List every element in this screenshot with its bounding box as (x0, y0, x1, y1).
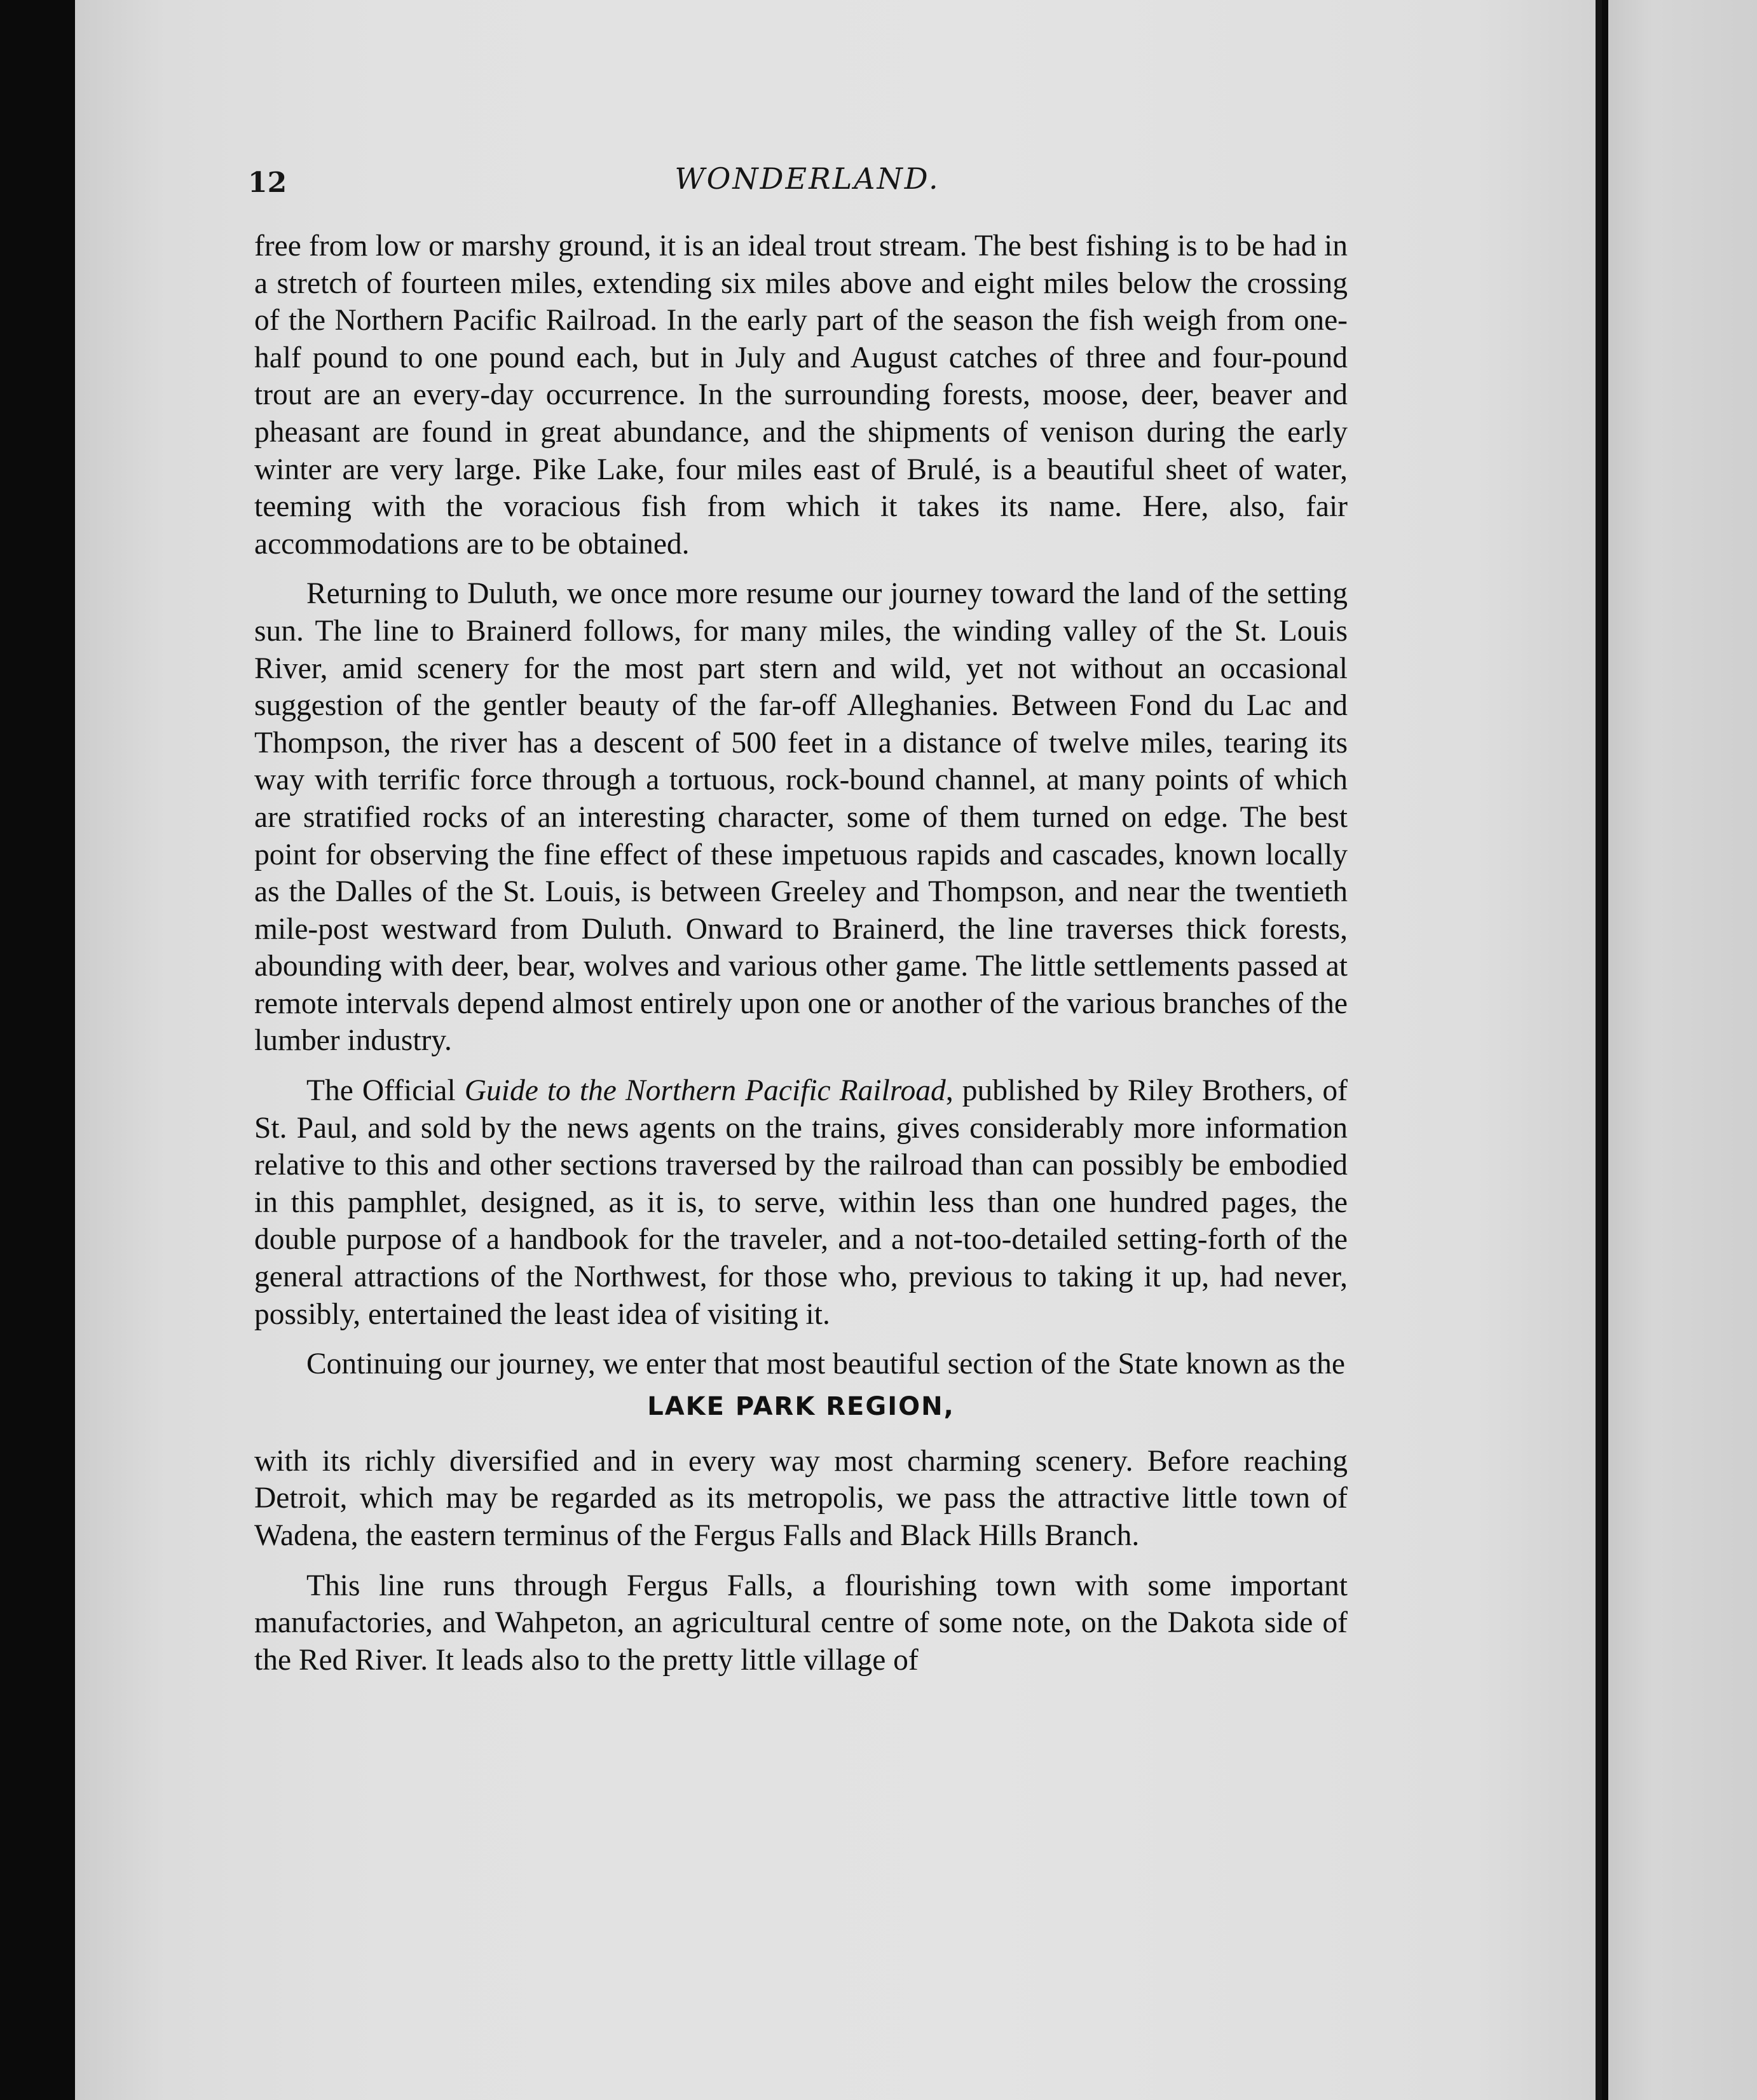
paragraph-fergus-falls-line: This line runs through Fergus Falls, a flourishing town with some important manufactories, and Wahpeton, an agricultural centre of some note, on the Dakota side of the Red River. It leads also to the pretty little village of (254, 1569, 1348, 1677)
adjacent-page-edge (1608, 0, 1757, 2100)
section-heading-lake-park-region: LAKE PARK REGION, (647, 1391, 955, 1421)
page-body (254, 228, 1348, 1691)
page-number: 12 (248, 167, 287, 199)
page-gutter (1596, 0, 1602, 2100)
guide-book-title: Guide to the Northern Pacific Railroad (464, 1074, 946, 1108)
official-guide-rest: , published by Riley Brothers, of St. Paul, and sold by the news agents on the trains, gives considerably more information relative to this and other sections traversed by the railroad than can possibly be embodied in this pamphlet, designed, as it is, to serve, within less than one hundred pages, the double purpose of a handbook for the traveler, and a not-too-detailed setting-forth of the general attractions of the Northwest, for those who, previous to taking it up, had never, possibly, entertained the least idea of visiting it. (254, 1074, 1348, 1331)
paragraph-trout-stream: free from low or marshy ground, it is an ideal trout stream. The best fishing is to be had in a stretch of fourteen miles, extending six miles above and eight miles below the crossing of the Northern Pacific Railroad. In the early part of the season the fish weigh from one-half pound to one pound each, but in July and August catches of three and four-pound trout are an every-day occurrence. In the surrounding forests, moose, deer, beaver and pheasant are found in great abundance, and the shipments of venison during the early winter are very large. Pike Lake, four miles east of Brulé, is a beautiful sheet of water, teeming with the voracious fish from which it takes its name. Here, also, fair accommodations are to be obtained. (254, 229, 1348, 561)
page-header (248, 158, 1367, 215)
paragraph-continuing-journey: Continuing our journey, we enter that most beautiful section of the State known as the (306, 1347, 1345, 1381)
running-head: WONDERLAND. (674, 161, 940, 196)
paragraph-lake-park-scenery: with its richly diversified and in every way most charming scenery. Before reaching Detroit, which may be regarded as its metropolis, we pass the attractive little town of Wadena, the eastern terminus of the Fergus Falls and Black Hills Branch. (254, 1444, 1348, 1552)
paragraph-returning-to-duluth: Returning to Duluth, we once more resume our journey toward the land of the setting sun. The line to Brainerd follows, for many miles, the winding valley of the St. Louis River, amid scenery for the most part stern and wild, yet not without an occasional suggestion of the gentler beauty of the far-off Alleghanies. Between Fond du Lac and Thompson, the river has a descent of 500 feet in a distance of twelve miles, tearing its way with terrific force through a tortuous, rock-bound channel, at many points of which are stratified rocks of an interesting character, some of them turned on edge. The best point for observing the fine effect of these impetuous rapids and cascades, known locally as the Dalles of the St. Louis, is between Greeley and Thompson, and near the twentieth mile-post westward from Duluth. Onward to Brainerd, the line traverses thick forests, abounding with deer, bear, wolves and various other game. The little settlements passed at remote intervals depend almost entirely upon one or another of the various branches of the lumber industry. (254, 577, 1348, 1058)
paragraph-official-guide (254, 1072, 1348, 1333)
official-guide-lead: The Official (306, 1074, 465, 1108)
